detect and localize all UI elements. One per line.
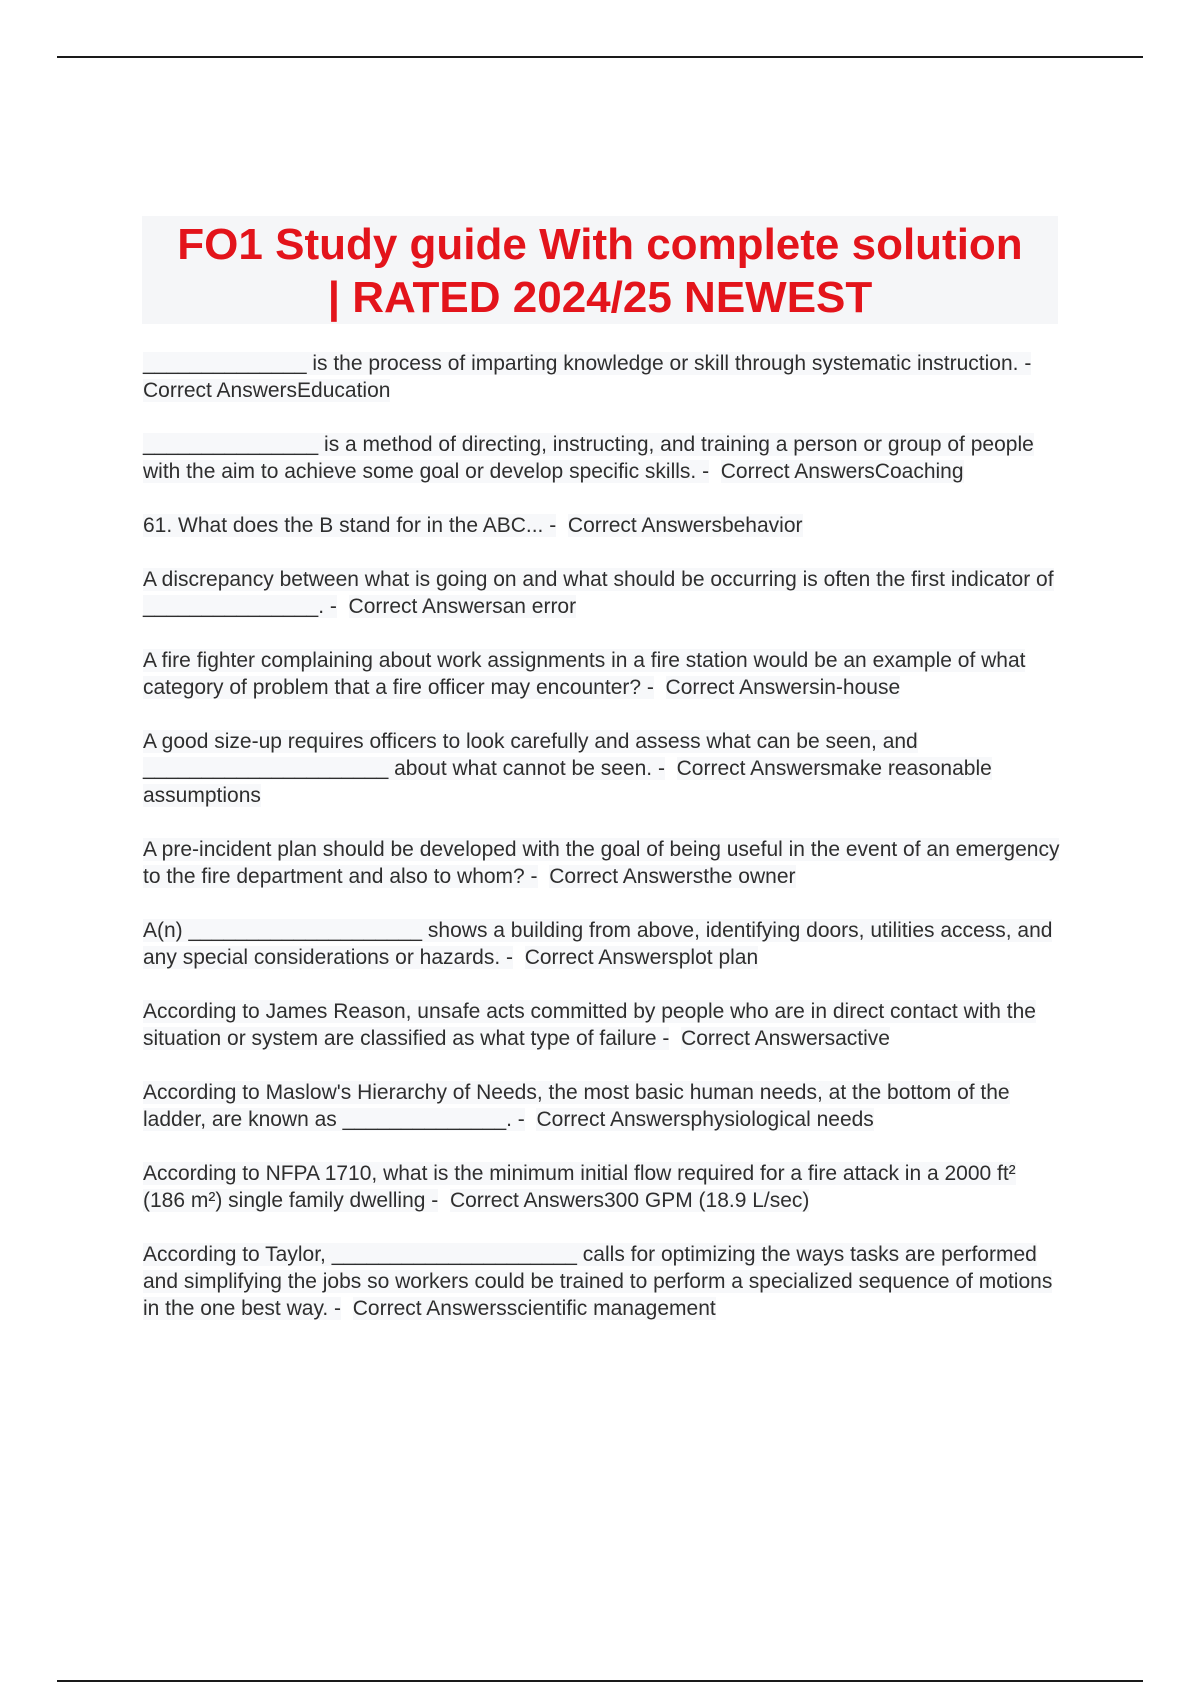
answer-text: Correct Answersthe owner [549, 865, 796, 888]
answer-text: Correct Answersactive [681, 1027, 890, 1050]
qa-item [143, 1241, 1063, 1322]
qa-item [143, 512, 1063, 539]
bottom-rule [57, 1680, 1143, 1682]
question-text: According to Taylor, _____________________ calls for optimizing the ways tasks are performed and simplifying the jobs so workers could be trained to perform a specialized sequence of motions in the one best way. - [143, 1243, 1053, 1320]
answer-text: Correct AnswersCoaching [720, 460, 964, 483]
question-text: According to Maslow's Hierarchy of Needs, the most basic human needs, at the bottom of the ladder, are known as ______________. - [143, 1081, 1010, 1131]
top-rule [57, 56, 1143, 58]
question-text: A good size-up requires officers to look carefully and assess what can be seen, and _____________________ about what cannot be seen. - [143, 730, 918, 780]
question-text: According to NFPA 1710, what is the minimum initial flow required for a fire attack in a 2000 ft² (186 m²) single family dwelling - [143, 1162, 1016, 1212]
question-text: ______________ is the process of imparting knowledge or skill through systematic instruction. - [143, 352, 1032, 375]
qa-item [143, 431, 1063, 485]
answer-text: Correct Answersmake reasonable assumptions [143, 757, 992, 807]
question-text: A pre-incident plan should be developed with the goal of being useful in the event of an emergency to the fire department and also to whom? - [143, 838, 1060, 888]
qa-item [143, 728, 1063, 809]
answer-text: Correct Answersan error [348, 595, 577, 618]
question-text: _______________ is a method of directing, instructing, and training a person or group of people with the aim to achieve some goal or develop specific skills. - [143, 433, 1034, 483]
title-line-2: | RATED 2024/25 NEWEST [327, 273, 873, 322]
question-text: 61. What does the B stand for in the ABC... - [143, 514, 557, 537]
question-text: A discrepancy between what is going on and what should be occurring is often the first indicator of _______________. - [143, 568, 1054, 618]
qa-item [143, 1160, 1063, 1214]
question-text: According to James Reason, unsafe acts committed by people who are in direct contact with the situation or system are classified as what type of failure - [143, 1000, 1036, 1050]
qa-item [143, 998, 1063, 1052]
qa-item [143, 1079, 1063, 1133]
title-line-1: FO1 Study guide With complete solution [177, 220, 1023, 269]
question-text: A fire fighter complaining about work assignments in a fire station would be an example of what category of problem that a fire officer may encounter? - [143, 649, 1026, 699]
answer-text: Correct Answersscientific management [352, 1297, 716, 1320]
answer-text: Correct Answers300 GPM (18.9 L/sec) [449, 1189, 810, 1212]
answer-text: Correct AnswersEducation [143, 379, 391, 402]
answer-text: Correct Answersin-house [665, 676, 901, 699]
question-text: A(n) ____________________ shows a building from above, identifying doors, utilities access, and any special considerations or hazards. - [143, 919, 1053, 969]
document-title [142, 216, 1058, 324]
qa-item [143, 836, 1063, 890]
qa-item [143, 647, 1063, 701]
qa-item [143, 350, 1063, 404]
qa-item [143, 917, 1063, 971]
qa-item [143, 566, 1063, 620]
answer-text: Correct Answersplot plan [524, 946, 759, 969]
answer-text: Correct Answersbehavior [567, 514, 803, 537]
answer-text: Correct Answersphysiological needs [536, 1108, 874, 1131]
qa-list [143, 350, 1063, 1349]
